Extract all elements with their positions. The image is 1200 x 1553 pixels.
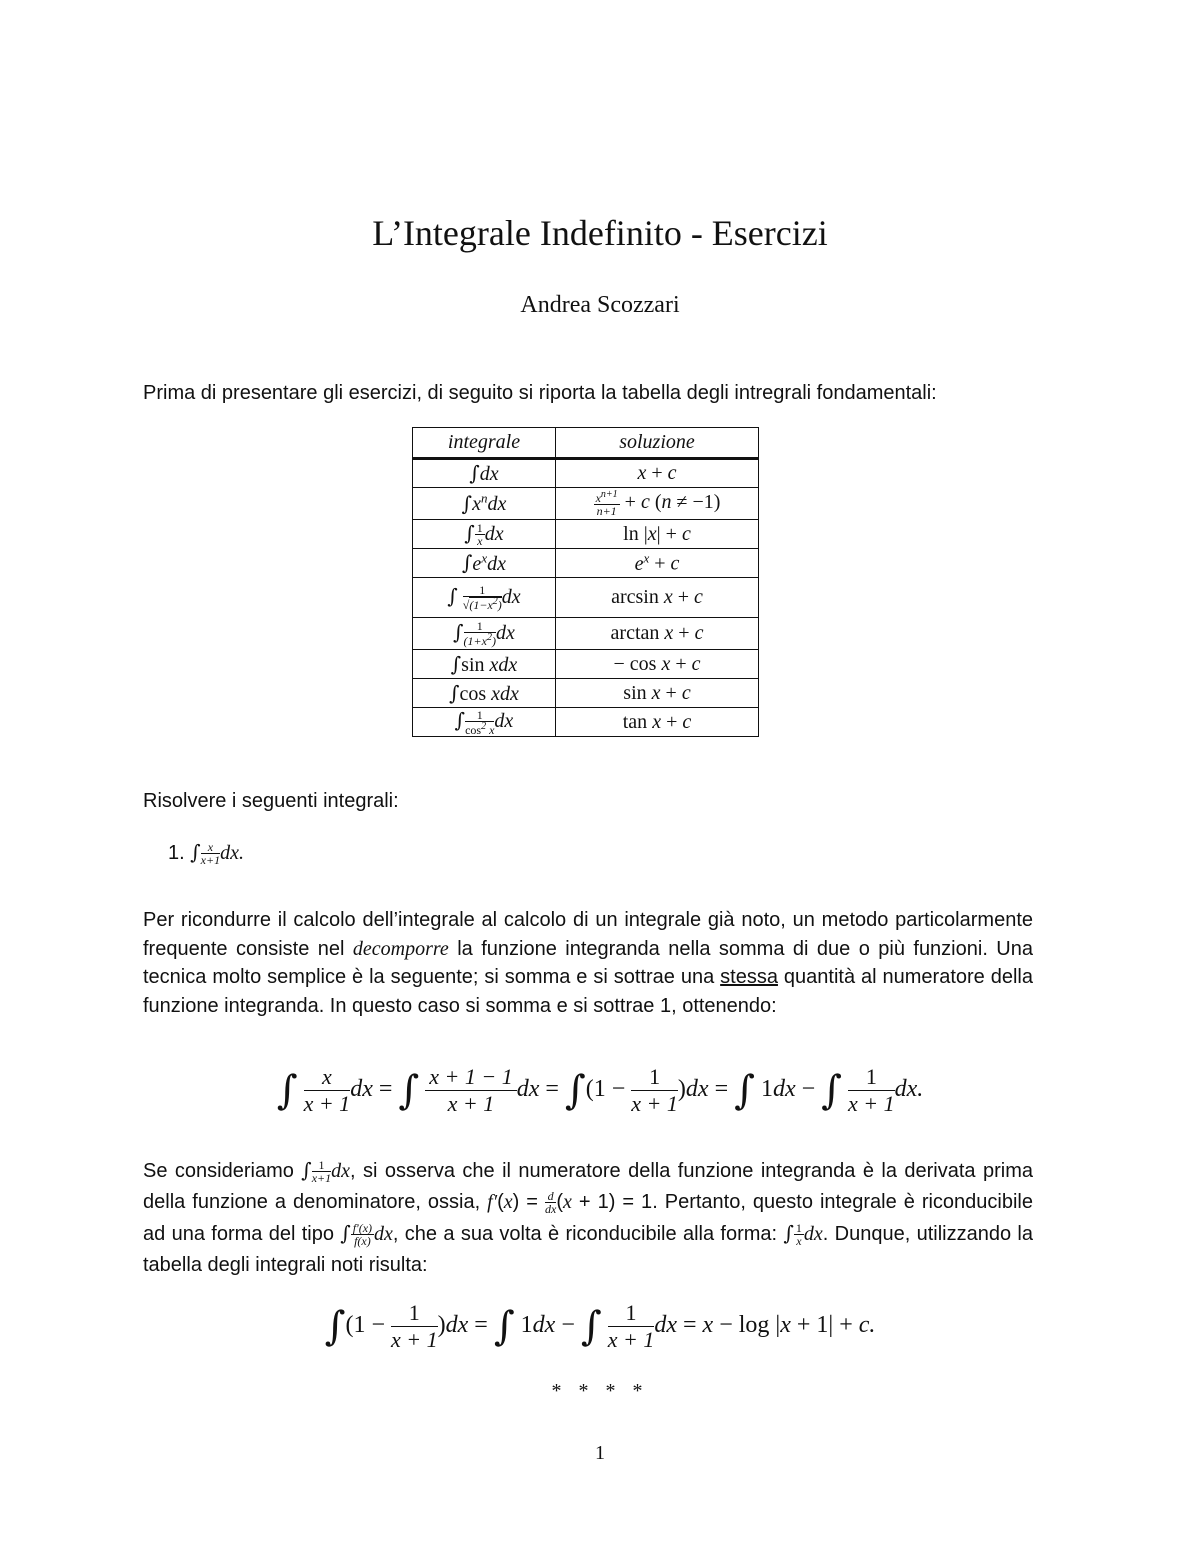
table-cell: ∫ $\frac{1}{(1+x^2)}$ dx — [413, 618, 556, 650]
table-cell: arcsin x + c — [556, 578, 759, 618]
table-row — [413, 578, 759, 618]
table-cell: x + c — [556, 459, 759, 488]
table-cell: sin x + c — [556, 679, 759, 708]
paragraph — [143, 906, 1033, 1020]
display-equation: ∫ $\frac{x}{x + 1}$ dx = ∫ $\frac{x + 1 - 1}{x + 1}$ dx = ∫(1 − $\frac{1}{x + 1}$ )dx = ∫ 1dx − ∫ $\frac{1}{x + 1}$ dx. — [276, 1064, 924, 1116]
section-separator: * * * * — [551, 1380, 649, 1402]
table-header: soluzione — [556, 428, 759, 459]
table-row — [413, 708, 759, 737]
table-cell: ∫dx — [413, 459, 556, 488]
table-cell: $\int x^ndx$ — [413, 488, 556, 520]
table-cell: ln |x| + c — [556, 520, 759, 549]
table-cell: ∫sin xdx — [413, 650, 556, 679]
paragraph-text: Per ricondurre il calcolo dell’integrale al calcolo di un integrale già noto, un metodo particolarmente frequente consiste nel — [143, 909, 1033, 960]
table-cell: ∫ $\frac{1}{x}$ dx — [413, 520, 556, 549]
table-cell: $e^x + c$ — [556, 549, 759, 578]
section-heading: Risolvere i seguenti integrali: — [143, 790, 399, 812]
paragraph-text: la funzione integranda nella somma di due o più funzioni. Una tecnica molto semplice è la seguente; si somma e si sottrae una — [143, 937, 1033, 988]
table-row — [413, 520, 759, 549]
table-cell: tan x + c — [556, 708, 759, 737]
intro-text: Prima di presentare gli esercizi, di seguito si riporta la tabella degli intregrali fondamentali: — [143, 382, 937, 404]
table-cell: − cos x + c — [556, 650, 759, 679]
paragraph-text: , che a sua volta è riconducibile alla forma: — [392, 1223, 784, 1245]
table-row — [413, 459, 759, 488]
table-row — [413, 488, 759, 520]
display-equation: ∫(1 − $\frac{1}{x + 1}$ )dx = ∫ 1dx − ∫ $\frac{1}{x + 1}$ dx = x − log |x + 1| + c. — [324, 1300, 876, 1352]
integrals-table — [412, 427, 759, 737]
exercise-item: 1. ∫ $\frac{x}{x+1}$ dx. — [168, 840, 244, 868]
paragraph-text: . Dunque, utilizzando la tabella degli integrali noti risulta: — [143, 1223, 1033, 1276]
table-cell: ∫ $\frac{1}{\cos^2 x}$ dx — [413, 708, 556, 737]
table-row — [413, 650, 759, 679]
table-cell: ∫ $\frac{1}{√(1-x^2)}$ dx — [413, 578, 556, 618]
paragraph-text: . Pertanto, questo integrale è riconducibile ad una forma del tipo — [143, 1191, 1033, 1245]
table-header-row — [413, 428, 759, 459]
paragraph-text: Se consideriamo — [143, 1160, 302, 1182]
exercise-number: 1. — [168, 842, 185, 864]
underlined-text: stessa — [720, 966, 778, 988]
document-author: Andrea Scozzari — [520, 292, 680, 318]
paragraph: Se consideriamo ∫ $\frac{1}{x+1}$ dx, si osserva che il numeratore della funzione integranda è la derivata prima della funzione a denominatore, ossia, f′(x) = $\frac{d}{dx}$ (x + 1) = 1. Pertanto, questo integrale è riconducibile ad una forma del tipo ∫ $\frac{f'(x)}{f(x)}$ dx, che a sua volta è riconducibile alla forma: ∫ $\frac{1}{x}$ dx. Dunque, utilizzando la tabella degli integrali noti risulta: — [143, 1158, 1033, 1276]
table-row — [413, 618, 759, 650]
document-title: L’Integrale Indefinito - Esercizi — [372, 213, 828, 253]
table-cell: ∫cos xdx — [413, 679, 556, 708]
table-cell: $\frac{x^{n+1}}{n+1}$ + c (n ≠ −1) — [556, 488, 759, 520]
paragraph-text: quantità al numeratore della funzione integranda. In questo caso si somma e si sottrae 1, ottenendo: — [143, 966, 1033, 1017]
paragraph-text: , si osserva che il numeratore della funzione integranda è la derivata prima della funzione a denominatore, ossia, — [143, 1160, 1033, 1213]
emphasis-text: decomporre — [352, 937, 449, 960]
table-header: integrale — [413, 428, 556, 459]
table-row — [413, 549, 759, 578]
table-cell: $\int e^xdx$ — [413, 549, 556, 578]
table-row — [413, 679, 759, 708]
table-cell: arctan x + c — [556, 618, 759, 650]
page-number: 1 — [595, 1442, 605, 1464]
